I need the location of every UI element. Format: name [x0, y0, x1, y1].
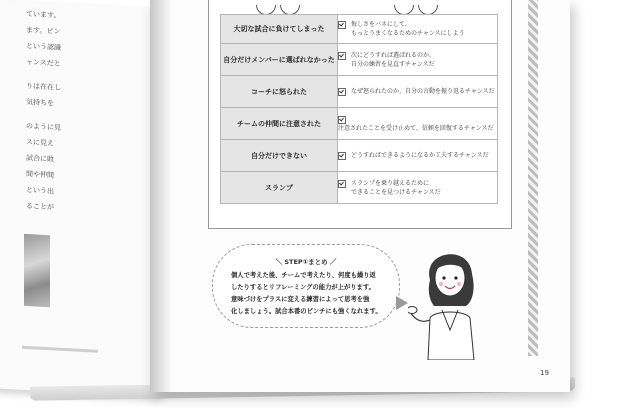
check-icon	[338, 52, 346, 60]
summary-body: 個人で考えた後、チームで考えたり、何度も繰り返 したりするとリフレーミングの能力が上がります。 意味づけをプラスに変える練習によって思考を強 化しましょう。試合本番のピンチにも強くなれます。	[231, 272, 382, 315]
page-number: 19	[540, 369, 549, 377]
left-line: ることが	[26, 201, 54, 212]
left-page-photo	[24, 234, 50, 307]
left-line: ます。ピン	[26, 25, 61, 36]
left-line: スに見え	[26, 137, 54, 148]
reframe-text: なぜ怒られたのか、自分の言動を振り返るチャンスだ	[351, 88, 495, 95]
reframe-text: 注意されたことを受け止めて、信頼を回復するチャンスだ	[338, 124, 494, 132]
check-icon	[338, 88, 346, 96]
situation-cell: 自分だけできない	[221, 140, 338, 172]
table-row	[221, 108, 498, 140]
left-line: のように見	[26, 121, 61, 132]
check-icon	[338, 116, 346, 124]
reframe-text: 次にどうすれば選ばれるのか、 自分の練習を見直すチャンスだ	[351, 51, 436, 68]
check-icon	[338, 21, 346, 29]
left-line: りは在在し	[26, 81, 61, 92]
reframe-cell	[338, 44, 498, 76]
book-gutter	[150, 0, 172, 392]
left-line: ャンスだと	[26, 57, 61, 68]
table-row	[221, 172, 498, 204]
woman-illustration	[408, 240, 492, 360]
situation-cell: 大切な試合に負けてしまった	[221, 15, 338, 44]
bubble-tail	[396, 296, 408, 310]
glasses-icon	[256, 0, 306, 10]
left-line: ています。	[26, 9, 61, 20]
situation-cell: 自分だけメンバーに選ばれなかった	[221, 44, 338, 76]
reframe-cell	[338, 108, 498, 140]
left-line: という出	[26, 185, 54, 196]
left-page-text	[26, 8, 61, 226]
reframe-cell	[338, 172, 498, 204]
reframe-cell	[338, 140, 498, 172]
glasses-icon	[394, 0, 444, 10]
situation-cell: チームの仲間に注意された	[221, 108, 338, 140]
reframe-text: スランプを乗り越えるために できることを見つけるチャンスだ	[351, 179, 441, 196]
reframe-text: 悔しさをバネにして、 もっとうまくなるためのチャンスにしよう	[351, 21, 465, 37]
summary-title: ＼ STEP①まとめ ／	[275, 258, 337, 266]
reframe-cell	[338, 76, 498, 108]
left-page	[0, 0, 160, 397]
reframe-cell	[338, 15, 498, 44]
left-line: という認識	[26, 41, 61, 52]
situation-cell: コーチに怒られた	[221, 76, 338, 108]
left-line: 気持ちを	[26, 97, 54, 108]
reframing-table	[220, 14, 498, 204]
check-icon	[338, 152, 346, 160]
table-row	[221, 140, 498, 172]
page-stripe-border	[528, 0, 538, 356]
table-row	[221, 76, 498, 108]
left-line: 間や仲間	[26, 169, 54, 180]
left-line: 試合に敗	[26, 153, 54, 164]
summary-bubble	[212, 244, 400, 328]
left-page-rule	[22, 346, 98, 353]
check-icon	[338, 180, 346, 188]
situation-cell: スランプ	[221, 172, 338, 204]
table-row	[221, 15, 498, 44]
table-row	[221, 44, 498, 76]
reframe-text: どうすればできるようになるか工夫するチャンスだ	[351, 152, 489, 159]
